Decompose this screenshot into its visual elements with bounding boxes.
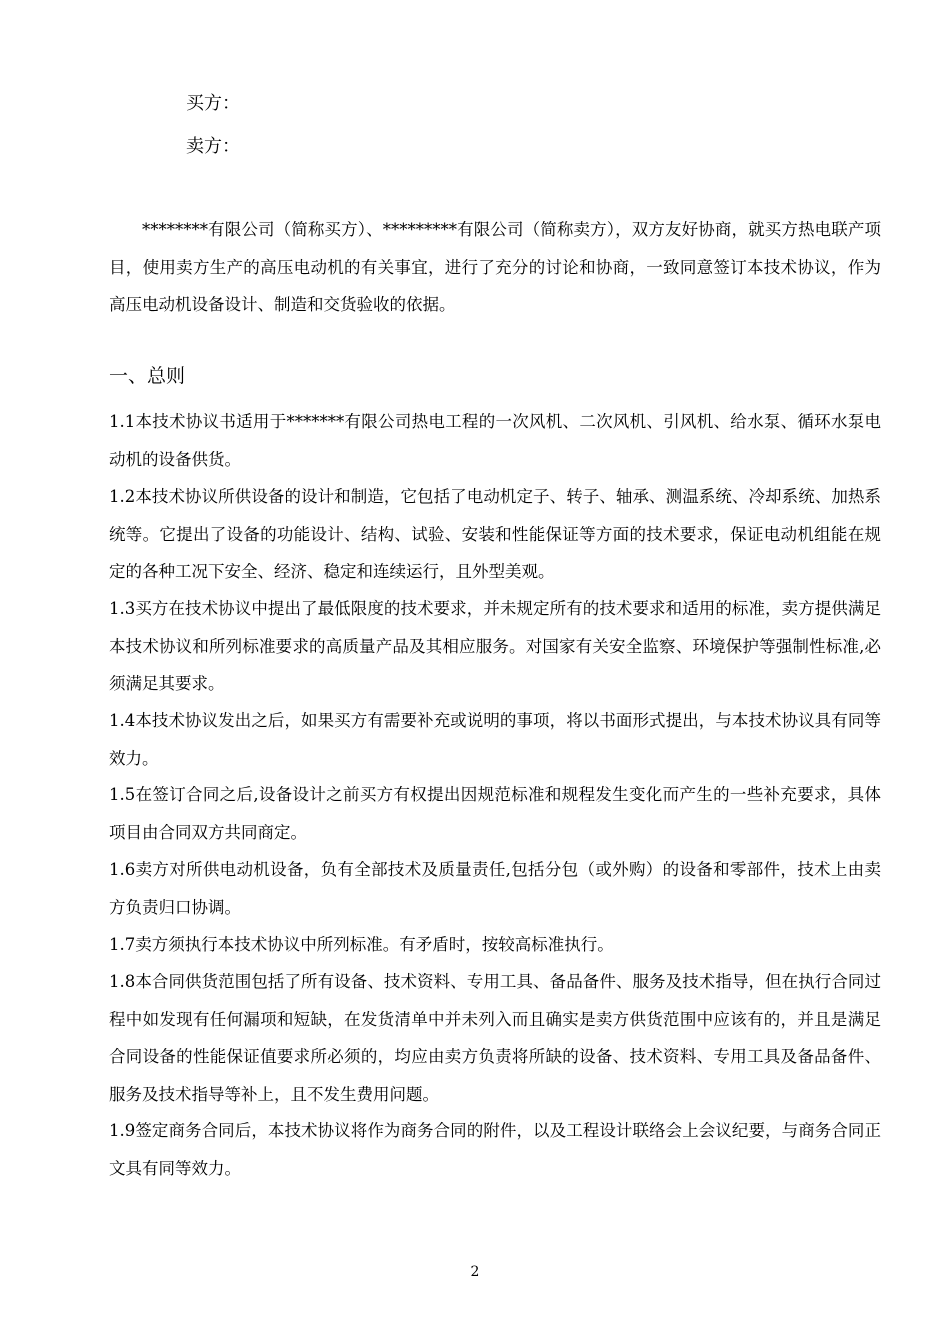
intro-paragraph: ********有限公司（简称买方）、*********有限公司（简称卖方），双方友好协商，就买方热电联产项目，使用卖方生产的高压电动机的有关事宜，进行了充分的讨论和协商，一致同意签订本技术协议，作为高压电动机设备设计、制造和交货验收的依据。	[109, 220, 881, 314]
section-title: 一、总则	[109, 365, 186, 387]
clause-1-1: 1.1本技术协议书适用于*******有限公司热电工程的一次风机、二次风机、引风机、给水泵、循环水泵电动机的设备供货。	[109, 412, 881, 469]
clause-1-4: 1.4本技术协议发出之后，如果买方有需要补充或说明的事项，将以书面形式提出，与本技术协议具有同等效力。	[109, 711, 881, 768]
clause-1-9: 1.9签定商务合同后，本技术协议将作为商务合同的附件，以及工程设计联络会上会议纪要，与商务合同正文具有同等效力。	[109, 1121, 881, 1178]
clause-1-3: 1.3买方在技术协议中提出了最低限度的技术要求，并未规定所有的技术要求和适用的标准，卖方提供满足本技术协议和所列标准要求的高质量产品及其相应服务。对国家有关安全监察、环境保护等强制性标准,必须满足其要求。	[109, 599, 881, 693]
clause-1-6: 1.6卖方对所供电动机设备，负有全部技术及质量责任,包括分包（或外购）的设备和零部件，技术上由卖方负责归口协调。	[109, 860, 881, 917]
seller-label: 卖方：	[186, 136, 240, 157]
clause-1-2: 1.2本技术协议所供设备的设计和制造，它包括了电动机定子、转子、轴承、测温系统、冷却系统、加热系统等。它提出了设备的功能设计、结构、试验、安装和性能保证等方面的技术要求，保证电动机组能在规定的各种工况下安全、经济、稳定和连续运行，且外型美观。	[109, 487, 881, 581]
clause-1-5: 1.5在签订合同之后,设备设计之前买方有权提出因规范标准和规程发生变化而产生的一些补充要求，具体项目由合同双方共同商定。	[109, 785, 881, 842]
buyer-label: 买方：	[186, 93, 240, 114]
clause-1-8: 1.8本合同供货范围包括了所有设备、技术资料、专用工具、备品备件、服务及技术指导，但在执行合同过程中如发现有任何漏项和短缺，在发货清单中并未列入而且确实是卖方供货范围中应该有的，并且是满足合同设备的性能保证值要求所必须的，均应由卖方负责将所缺的设备、技术资料、专用工具及备品备件、服务及技术指导等补上，且不发生费用问题。	[109, 972, 881, 1104]
clause-1-7: 1.7卖方须执行本技术协议中所列标准。有矛盾时，按较高标准执行。	[109, 935, 614, 954]
page-number: 2	[470, 1264, 480, 1280]
